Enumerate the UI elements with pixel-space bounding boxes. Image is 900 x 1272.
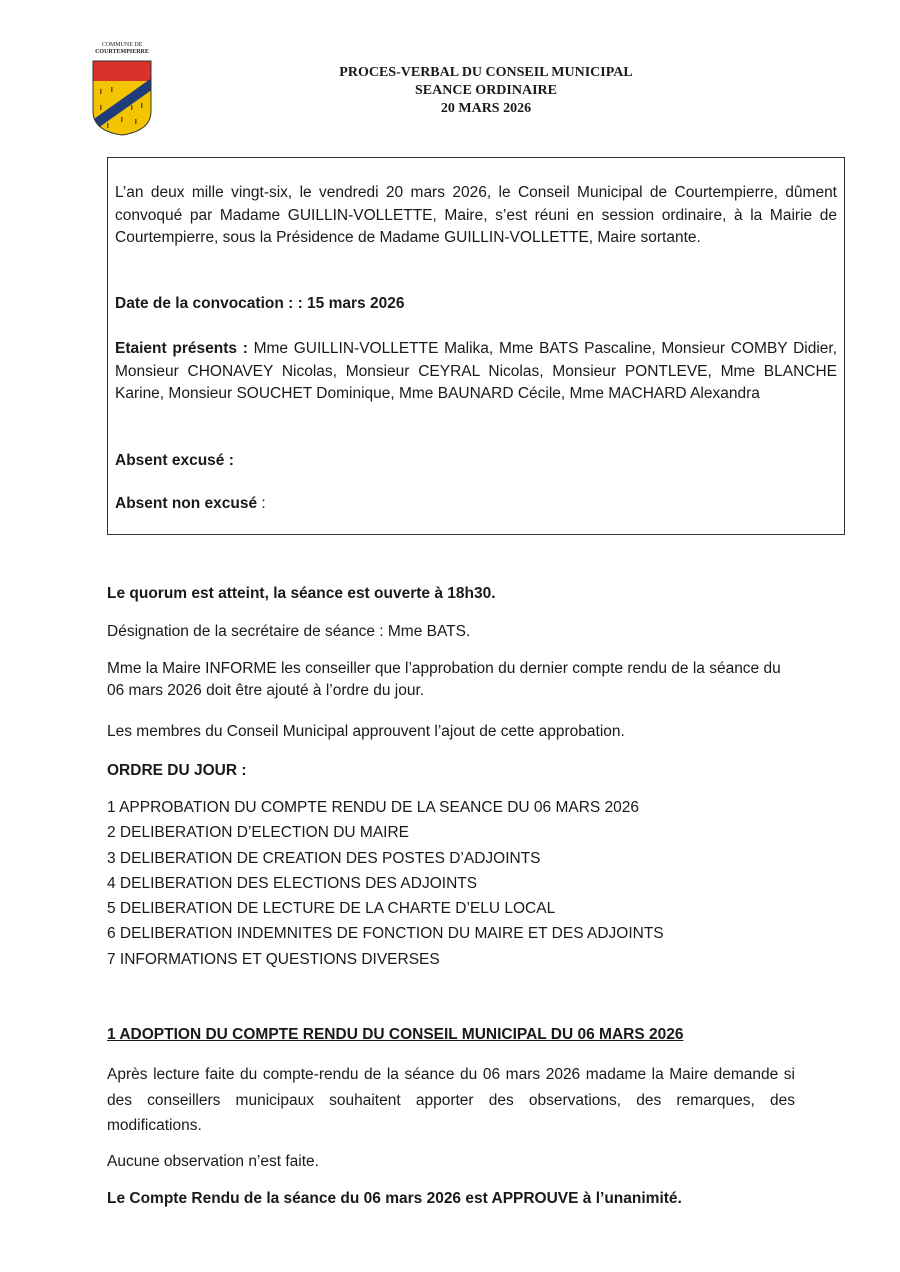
present-paragraph <box>115 338 837 406</box>
agenda-item: 6 DELIBERATION INDEMNITES DE FONCTION DU MAIRE ET DES ADJOINTS <box>107 925 664 943</box>
agenda-item: 3 DELIBERATION DE CREATION DES POSTES D’ADJOINTS <box>107 849 541 867</box>
logo-commune-line1: COMMUNE DE <box>101 42 143 48</box>
secretary-designation: Désignation de la secrétaire de séance : Mme BATS. <box>107 623 471 640</box>
agenda-item: 1 APPROBATION DU COMPTE RENDU DE LA SEANCE DU 06 MARS 2026 <box>107 799 640 816</box>
absent-non-excuse-label: Absent non excusé <box>115 495 258 512</box>
agenda-item: 5 DELIBERATION DE LECTURE DE LA CHARTE D’ELU LOCAL <box>107 900 556 918</box>
approve-add-paragraph: Les membres du Conseil Municipal approuvent l’ajout de cette approbation. <box>107 723 625 740</box>
agenda-item: 4 DELIBERATION DES ELECTIONS DES ADJOINTS <box>107 874 478 892</box>
header-date: 20 MARS 2026 <box>440 101 532 116</box>
section1-paragraph: Après lecture faite du compte-rendu de la séance du 06 mars 2026 madame la Maire demande si des conseillers municipaux souhaitent apporter des observations, des remarques, des modifications. <box>107 1066 795 1134</box>
document-header <box>300 64 672 118</box>
quorum-statement: Le quorum est atteint, la séance est ouverte à 18h30. <box>107 585 496 602</box>
commune-logo <box>86 42 158 137</box>
agenda-list <box>107 795 664 972</box>
absent-excuse-line: Absent excusé : <box>115 452 234 469</box>
approval-conclusion: Le Compte Rendu de la séance du 06 mars 2026 est APPROUVE à l’unanimité. <box>107 1190 682 1207</box>
agenda-item: 7 INFORMATIONS ET QUESTIONS DIVERSES <box>107 950 440 968</box>
agenda-item: 2 DELIBERATION D’ELECTION DU MAIRE <box>107 824 410 842</box>
convocation-date: Date de la convocation : : 15 mars 2026 <box>115 295 405 312</box>
section1-title: 1 ADOPTION DU COMPTE RENDU DU CONSEIL MUNICIPAL DU 06 MARS 2026 <box>107 1026 684 1043</box>
no-observation: Aucune observation n’est faite. <box>107 1153 319 1170</box>
header-session: SEANCE ORDINAIRE <box>415 83 557 98</box>
present-label: Etaient présents : <box>115 340 248 357</box>
informe-paragraph: Mme la Maire INFORME les conseiller que l’approbation du dernier compte rendu de la séance du 06 mars 2026 doit être ajouté à l’ordre du jour. <box>107 660 781 699</box>
attendance-box <box>107 157 845 535</box>
coat-of-arms-icon <box>91 59 153 137</box>
intro-paragraph: L’an deux mille vingt-six, le vendredi 20 mars 2026, le Conseil Municipal de Courtempierre, dûment convoqué par Madame GUILLIN-VOLLETTE, Maire, s’est réuni en session ordinaire, à la Mairie de Courtempierre, sous la Présidence de Madame GUILLIN-VOLLETTE, Maire sortante. <box>115 184 837 246</box>
agenda-title: ORDRE DU JOUR : <box>107 762 247 779</box>
logo-commune-line2: COURTEMPIERRE <box>95 49 149 55</box>
absent-excuse-label: Absent excusé <box>115 452 225 469</box>
present-list: Mme GUILLIN-VOLLETTE Malika, Mme BATS Pascaline, Monsieur COMBY Didier, Monsieur CHONAVEY Nicolas, Monsieur CEYRAL Nicolas, Monsieur PONTLEVE, Mme BLANCHE Karine, Monsieur SOUCHET Dominique, Mme BAUNARD Cécile, Mme MACHARD Alexandra <box>115 340 838 402</box>
absent-non-excuse-line: Absent non excusé : <box>115 495 266 512</box>
header-title: PROCES-VERBAL DU CONSEIL MUNICIPAL <box>339 65 633 80</box>
